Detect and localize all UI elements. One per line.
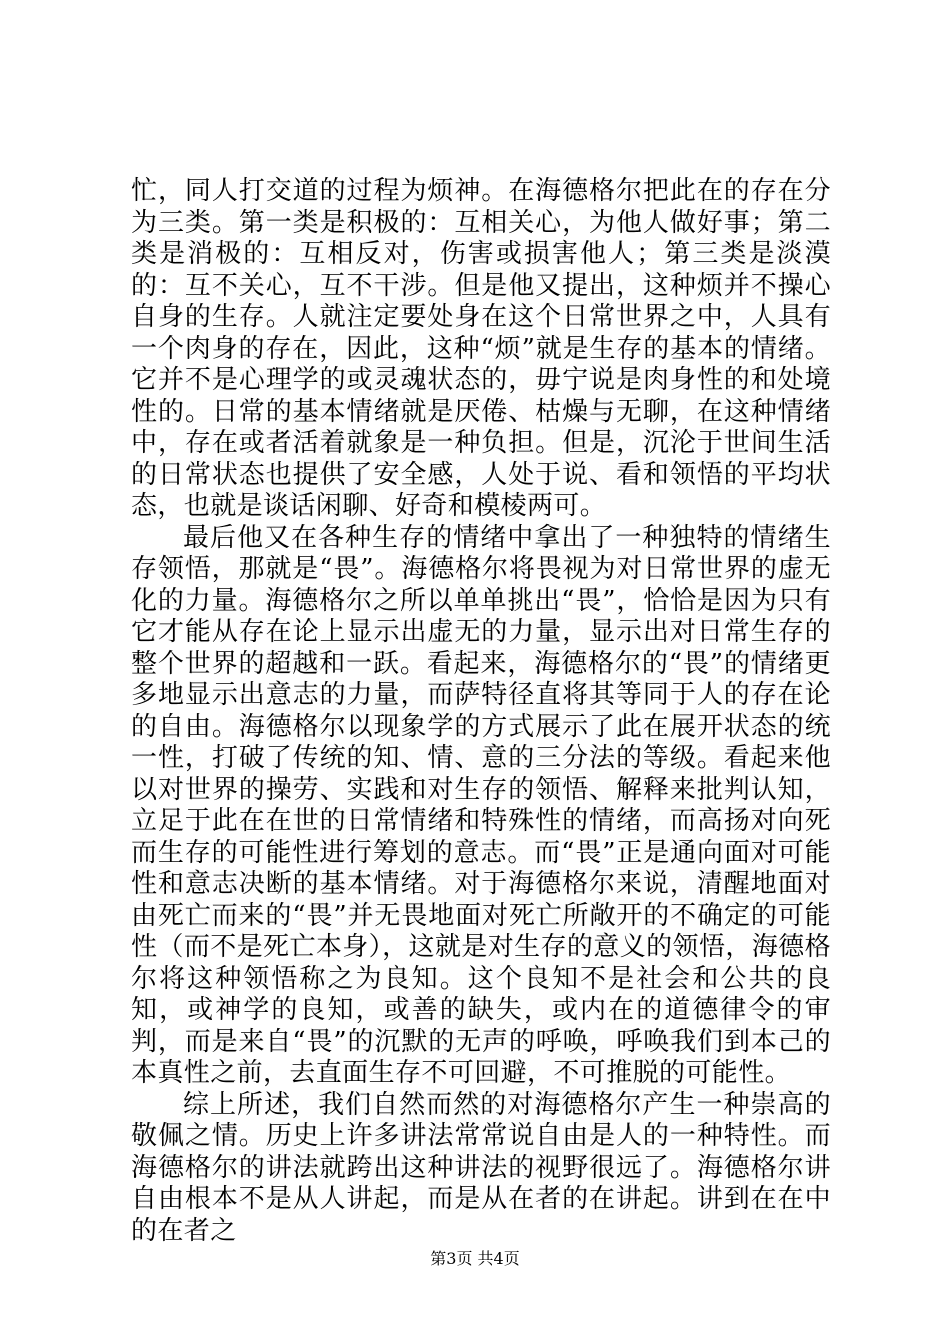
paragraph-dread: 最后他又在各种生存的情绪中拿出了一种独特的情绪生存领悟，那就是“畏”。海德格尔将畏视为对日常世界的虚无化的力量。海德格尔之所以单单挑出“畏”，恰恰是因为只有它才能从存在论上显示出虚无的力量，显示出对日常生存的整个世界的超越和一跃。看起来，海德格尔的“畏”的情绪更多地显示出意志的力量，而萨特径直将其等同于人的存在论的自由。海德格尔以现象学的方式展示了此在展开状态的统一性，打破了传统的知、情、意的三分法的等级。看起来他以对世界的操劳、实践和对生存的领悟、解释来批判认知，立足于此在在世的日常情绪和特殊性的情绪，而高扬对向死而生存的可能性进行筹划的意志。而“畏”正是通向面对可能性和意志决断的基本情绪。对于海德格尔来说，清醒地面对由死亡而来的“畏”并无畏地面对死亡所敞开的不确定的可能性（而不是死亡本身），这就是对生存的意义的领悟，海德格尔将这种领悟称之为良知。这个良知不是社会和公共的良知，或神学的良知，或善的缺失，或内在的道德律令的审判，而是来自“畏”的沉默的无声的呼唤，呼唤我们到本己的本真性之前，去直面生存不可回避，不可推脱的可能性。 xyxy=(131,522,831,1088)
page-number-footer: 第3页 共4页 xyxy=(430,1249,520,1268)
document-body xyxy=(131,176,831,1247)
paragraph-continuation: 忙，同人打交道的过程为烦神。在海德格尔把此在的存在分为三类。第一类是积极的：互相关心，为他人做好事；第二类是消极的：互相反对，伤害或损害他人；第三类是淡漠的：互不关心，互不干涉。但是他又提出，这种烦并不操心自身的生存。人就注定要处身在这个日常世界之中，人具有一个肉身的存在，因此，这种“烦”就是生存的基本的情绪。它并不是心理学的或灵魂状态的，毋宁说是肉身性的和处境性的。日常的基本情绪就是厌倦、枯燥与无聊，在这种情绪中，存在或者活着就象是一种负担。但是，沉沦于世间生活的日常状态也提供了安全感，人处于说、看和领悟的平均状态，也就是谈话闲聊、好奇和模棱两可。 xyxy=(131,176,831,521)
paragraph-conclusion: 综上所述，我们自然而然的对海德格尔产生一种崇高的敬佩之情。历史上许多讲法常常说自由是人的一种特性。而海德格尔的讲法就跨出这种讲法的视野很远了。海德格尔讲自由根本不是从人讲起，而是从在者的在讲起。讲到在在中的在者之 xyxy=(131,1089,831,1246)
